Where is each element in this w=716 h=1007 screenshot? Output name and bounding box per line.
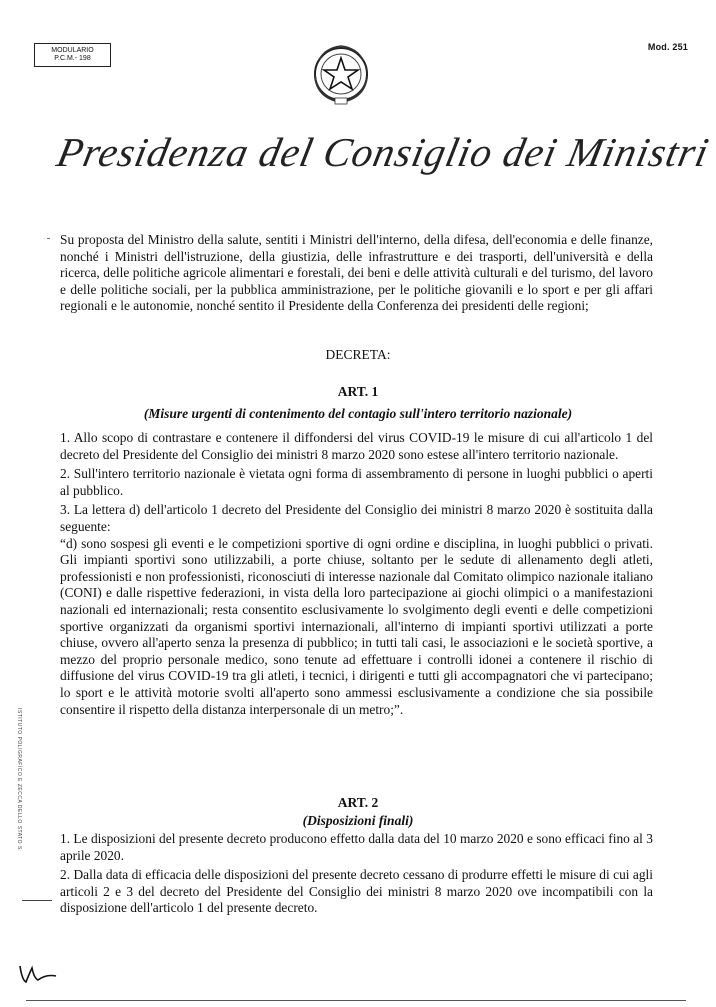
- intro-paragraph: Su proposta del Ministro della salute, sentiti i Ministri dell'interno, della difesa, dell'economia e delle finanze, nonché i Ministri dell'istruzione, della giustizia, delle infrastrutture e dei trasporti, dell'università e della ricerca, delle politiche agricole alimentari e forestali, dei beni e delle attività culturali e del turismo, del lavoro e delle politiche sociali, per la pubblica amministrazione, per le politiche giovanili e lo sport e per gli affari regionali e le autonomie, nonché sentito il Presidente della Conferenza dei presidenti delle regioni;: [60, 232, 653, 314]
- art1-paragraph-3: 3. La lettera d) dell'articolo 1 decreto del Presidente del Consiglio dei ministri 8 marzo 2020 è sostituita dalla seguente:: [60, 502, 653, 534]
- margin-line: [22, 900, 52, 901]
- art1-paragraph-quote: “d) sono sospesi gli eventi e le competizioni sportive di ogni ordine e disciplina, in luoghi pubblici o privati. Gli impianti sportivi sono utilizzabili, a porte chiuse, soltanto per le sedute di allenamento degli atleti, professionisti e non professionisti, riconosciuti di interesse nazionale dal Comitato olimpico nazionale italiano (CONI) e dalle rispettive federazioni, in vista della loro partecipazione ai giochi olimpici o a manifestazioni nazionali ed internazionali; resta consentito esclusivamente lo svolgimento degli eventi e delle competizioni sportive organizzati da organismi sportivi internazionali, all'interno di impianti sportivi utilizzati a porte chiuse, ovvero all'aperto senza la presenza di pubblico; in tutti tali casi, le associazioni e le società sportive, a mezzo del proprio personale medico, sono tenute ad effettuare i controlli idonei a contenere il rischio di diffusione del virus COVID-19 tra gli atleti, i tecnici, i dirigenti e tutti gli accompagnatori che vi partecipano; lo sport e le attività motorie svolti all'aperto sono ammessi esclusivamente a condizione che sia possibile consentire il rispetto della distanza interpersonale di un metro;”.: [60, 535, 653, 717]
- art2-subtitle: (Disposizioni finali): [302, 813, 414, 828]
- modulario-label: MODULARIO: [51, 47, 94, 54]
- modulario-box: [34, 43, 111, 67]
- page-title: Presidenza del Consiglio dei Ministri: [53, 129, 714, 175]
- handwritten-initials: [16, 958, 60, 988]
- art2-title: ART. 2: [337, 795, 379, 810]
- model-number: Mod. 251: [647, 42, 688, 52]
- art2-paragraph-1: 1. Le disposizioni del presente decreto producono effetto dalla data del 10 marzo 2020 e sono efficaci fino al 3 aprile 2020.: [60, 831, 653, 863]
- art1-paragraph-2: 2. Sull'intero territorio nazionale è vietata ogni forma di assembramento di persone in luoghi pubblici o aperti al pubblico.: [60, 466, 653, 498]
- art1-title: ART. 1: [337, 384, 379, 399]
- italian-republic-emblem: [305, 36, 377, 108]
- bottom-rule: [26, 1000, 686, 1001]
- modulario-code: P.C.M.- 198: [54, 55, 91, 62]
- printer-imprint: ISTITUTO POLIGRAFICO E ZECCA DELLO STATO S.: [16, 708, 22, 852]
- art1-paragraph-1: 1. Allo scopo di contrastare e contenere il diffondersi del virus COVID-19 le misure di cui all'articolo 1 del decreto del Presidente del Consiglio dei ministri 8 marzo 2020 sono estese all'intero territorio nazionale.: [60, 430, 653, 462]
- decreta-heading: DECRETA:: [325, 347, 391, 362]
- art1-body: [60, 430, 653, 721]
- art2-body: [60, 831, 653, 920]
- margin-mark: [47, 238, 50, 239]
- art1-subtitle: (Misure urgenti di contenimento del contagio sull'intero territorio nazionale): [143, 406, 573, 421]
- art2-paragraph-2: 2. Dalla data di efficacia delle disposizioni del presente decreto cessano di produrre effetti le misure di cui agli articoli 2 e 3 del decreto del Presidente del Consiglio dei ministri 8 marzo 2020 ove incompatibili con la disposizione dell'articolo 1 del presente decreto.: [60, 867, 653, 916]
